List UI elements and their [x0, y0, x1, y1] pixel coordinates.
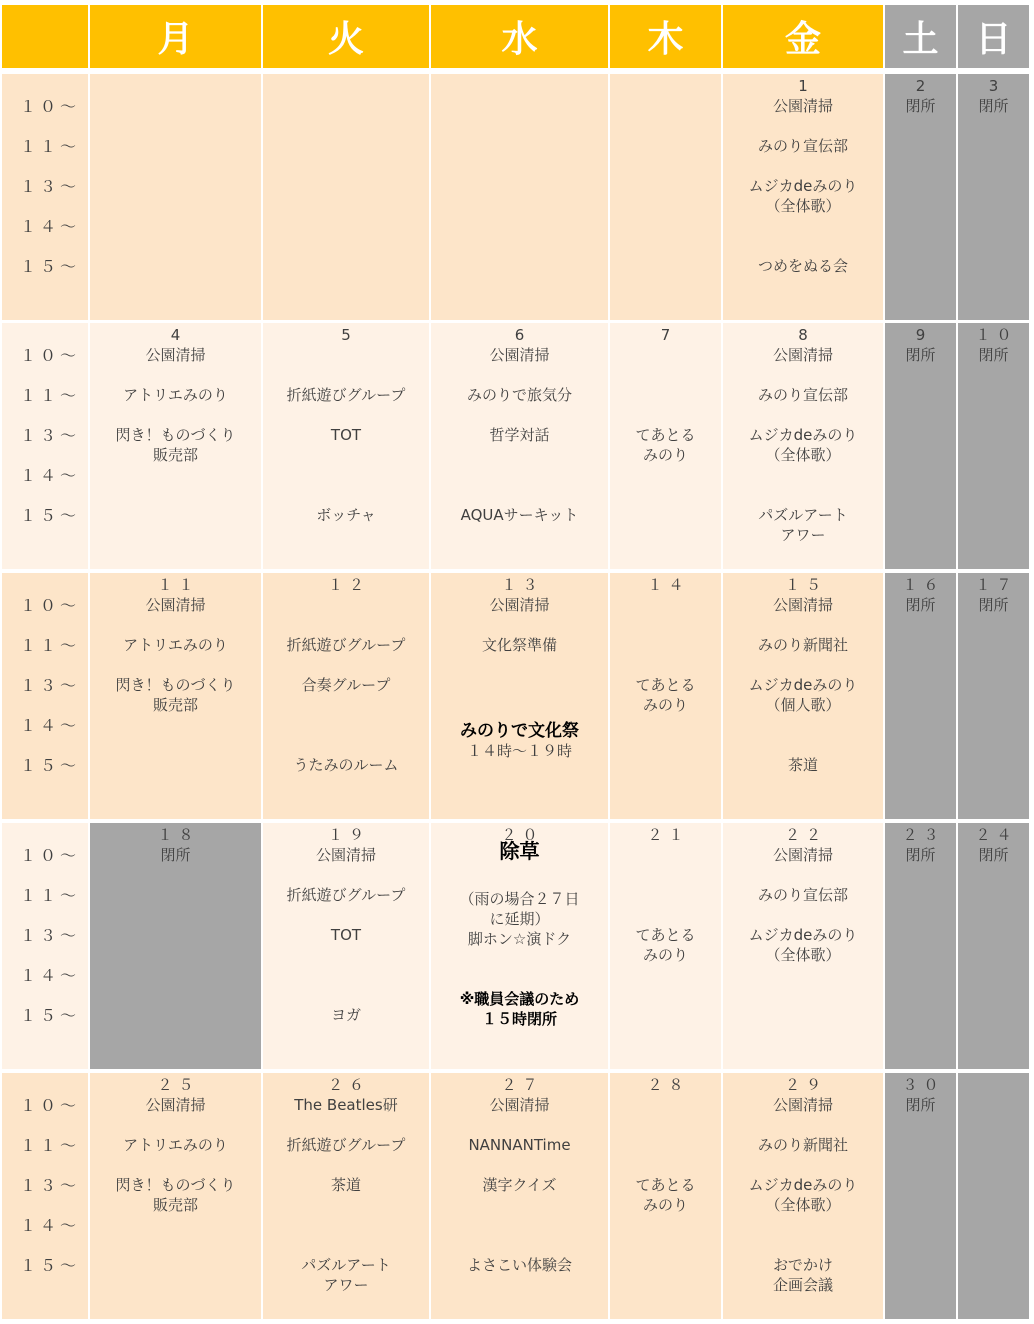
day-number: ２８: [647, 1076, 690, 1094]
time-slot-label: １０～: [20, 596, 81, 615]
event-text: 公園清掃: [489, 346, 550, 364]
header-sunday: 日: [958, 5, 1029, 68]
event-text: 閉所: [978, 346, 1009, 364]
day-cell[interactable]: [885, 1073, 956, 1319]
day-cell[interactable]: [90, 1073, 261, 1319]
event-text: みのり: [642, 946, 688, 964]
time-slot-label: １３～: [20, 1176, 81, 1195]
day-number: ２９: [784, 1076, 827, 1094]
day-number: １８: [157, 826, 200, 844]
event-text: ムジカdeみのり: [748, 426, 858, 444]
day-number: 7: [660, 326, 677, 344]
day-number: 6: [514, 326, 531, 344]
day-cell[interactable]: [90, 573, 261, 819]
time-slot-label: １１～: [20, 386, 81, 405]
time-slot-label: １３～: [20, 676, 81, 695]
day-cell[interactable]: [723, 823, 883, 1069]
day-number: １４: [647, 576, 690, 594]
event-text: 公園清掃: [772, 846, 833, 864]
day-cell[interactable]: [263, 1073, 429, 1319]
event-text: パズルアート: [758, 506, 848, 524]
time-slot-label: １０～: [20, 97, 81, 116]
event-text: 販売部: [152, 696, 198, 714]
event-text: 閃き！ものづくり: [115, 426, 236, 444]
header-monday: 月: [90, 5, 261, 68]
time-slot-label: １３～: [20, 926, 81, 945]
event-text: ムジカdeみのり: [748, 926, 858, 944]
time-slot-label: １４～: [20, 966, 81, 985]
event-text: 漢字クイズ: [482, 1176, 557, 1194]
day-cell[interactable]: [958, 323, 1029, 569]
event-text: 茶道: [787, 756, 818, 774]
day-cell[interactable]: [431, 823, 608, 1069]
event-text: 合奏グループ: [301, 676, 391, 694]
event-text: パズルアート: [301, 1256, 391, 1274]
header-saturday: 土: [885, 5, 956, 68]
event-text: ムジカdeみのり: [748, 1176, 858, 1194]
day-cell[interactable]: [723, 74, 883, 320]
day-cell[interactable]: [958, 823, 1029, 1069]
day-number: １６: [902, 576, 945, 594]
event-text: （雨の場合２７日: [459, 890, 580, 908]
event-text: （全体歌）: [765, 1196, 841, 1214]
day-cell[interactable]: [263, 823, 429, 1069]
event-text: ヨガ: [330, 1006, 361, 1024]
event-text: 公園清掃: [772, 596, 833, 614]
event-text: よさこい体験会: [466, 1256, 572, 1274]
event-text: 哲学対話: [489, 426, 550, 444]
event-text: うたみのルーム: [293, 756, 399, 774]
event-text: 茶道: [330, 1176, 361, 1194]
event-text: 閉所: [978, 596, 1009, 614]
day-cell[interactable]: [610, 573, 721, 819]
event-text: 販売部: [152, 1196, 198, 1214]
event-text: １５時閉所: [481, 1010, 557, 1028]
event-text: みのり新聞社: [757, 636, 848, 654]
event-text: 閃き！ものづくり: [115, 1176, 236, 1194]
day-cell[interactable]: [885, 573, 956, 819]
time-column: [2, 323, 88, 569]
event-text: 閉所: [905, 346, 936, 364]
event-text: 公園清掃: [489, 1096, 550, 1114]
day-number: ２７: [501, 1076, 544, 1094]
time-slot-label: １１～: [20, 636, 81, 655]
event-text: 閉所: [978, 846, 1009, 864]
event-text: TOT: [330, 426, 362, 444]
event-text: 閉所: [905, 846, 936, 864]
event-text: 企画会議: [772, 1276, 833, 1294]
event-text: The Beatles研: [294, 1096, 398, 1114]
time-column: [2, 573, 88, 819]
event-text: （個人歌）: [765, 696, 841, 714]
day-cell[interactable]: [90, 823, 261, 1069]
event-text: 公園清掃: [489, 596, 550, 614]
event-text: TOT: [330, 926, 362, 944]
event-text: てあとる: [635, 926, 696, 944]
event-text: NANNANTime: [468, 1136, 571, 1154]
event-text: みのり: [642, 446, 688, 464]
day-number: 1: [798, 77, 814, 95]
day-number: ２０: [501, 826, 544, 844]
event-text: AQUAサーキット: [460, 506, 579, 524]
event-text: 公園清掃: [145, 1096, 206, 1114]
event-text: 折紙遊びグループ: [286, 886, 406, 904]
header-tuesday: 火: [263, 5, 429, 68]
time-slot-label: １５～: [20, 1256, 81, 1275]
event-text: １４時～１９時: [466, 742, 572, 760]
time-slot-label: １１～: [20, 1136, 81, 1155]
day-cell[interactable]: [610, 823, 721, 1069]
time-slot-label: １５～: [20, 257, 81, 276]
day-number: １１: [157, 576, 200, 594]
event-text: ムジカdeみのり: [748, 676, 858, 694]
event-text: ※職員会議のため: [459, 990, 580, 1008]
day-number: １２: [327, 576, 370, 594]
event-text: 閉所: [905, 1096, 936, 1114]
event-text: 脚ホン☆演ドク: [467, 930, 572, 948]
day-number: ２４: [975, 826, 1018, 844]
time-slot-label: １０～: [20, 846, 81, 865]
event-text: てあとる: [635, 426, 696, 444]
event-text: おでかけ: [773, 1256, 833, 1274]
event-text: （全体歌）: [765, 197, 841, 215]
day-cell[interactable]: [90, 323, 261, 569]
event-text: アトリエみのり: [123, 386, 228, 404]
event-text: てあとる: [635, 1176, 696, 1194]
event-text: 除草: [499, 839, 540, 863]
time-slot-label: １０～: [20, 1096, 81, 1115]
day-number: 9: [915, 326, 932, 344]
event-text: に延期）: [489, 910, 550, 928]
time-slot-label: １５～: [20, 506, 81, 525]
event-text: アワー: [780, 526, 826, 544]
day-cell[interactable]: [723, 323, 883, 569]
day-number: 4: [170, 326, 187, 344]
event-text: ムジカdeみのり: [748, 177, 858, 195]
header-thursday: 木: [610, 5, 721, 68]
day-cell[interactable]: [958, 573, 1029, 819]
day-number: １７: [975, 576, 1018, 594]
day-cell[interactable]: [610, 323, 721, 569]
day-cell[interactable]: [90, 74, 261, 320]
event-text: 閉所: [978, 97, 1009, 115]
event-text: アトリエみのり: [123, 1136, 228, 1154]
day-cell[interactable]: [610, 1073, 721, 1319]
day-number: 2: [915, 77, 932, 95]
day-cell[interactable]: [431, 573, 608, 819]
event-text: みのり新聞社: [757, 1136, 848, 1154]
day-number: １０: [975, 326, 1018, 344]
day-cell[interactable]: [723, 1073, 883, 1319]
day-number: １９: [327, 826, 370, 844]
day-number: ２６: [327, 1076, 370, 1094]
event-text: 販売部: [152, 446, 198, 464]
time-slot-label: １４～: [20, 217, 81, 236]
day-cell[interactable]: [885, 74, 956, 320]
event-text: 閉所: [160, 846, 191, 864]
time-column: [2, 823, 88, 1069]
day-cell[interactable]: [723, 573, 883, 819]
event-text: 公園清掃: [315, 846, 376, 864]
event-text: 閃き！ものづくり: [115, 676, 236, 694]
event-text: （全体歌）: [765, 946, 841, 964]
event-text: 公園清掃: [772, 1096, 833, 1114]
time-column: [2, 74, 88, 320]
event-text: ボッチャ: [316, 506, 376, 524]
time-slot-label: １３～: [20, 177, 81, 196]
event-text: 閉所: [905, 97, 936, 115]
day-cell[interactable]: [958, 74, 1029, 320]
event-text: 公園清掃: [772, 346, 833, 364]
event-text: 公園清掃: [145, 596, 206, 614]
event-text: みのりで旅気分: [466, 386, 572, 404]
time-slot-label: １４～: [20, 466, 81, 485]
day-number: １５: [784, 576, 827, 594]
day-number: 3: [988, 77, 1005, 95]
event-text: 折紙遊びグループ: [286, 636, 406, 654]
day-number: 8: [798, 326, 814, 344]
header-wednesday: 水: [431, 5, 608, 68]
event-text: （全体歌）: [765, 446, 841, 464]
time-slot-label: １１～: [20, 137, 81, 156]
event-text: みのりで文化祭: [460, 721, 579, 741]
day-number: ３０: [902, 1076, 945, 1094]
event-text: てあとる: [635, 676, 696, 694]
day-number: ２５: [157, 1076, 200, 1094]
event-text: つめをぬる会: [757, 257, 848, 275]
header-friday: 金: [723, 5, 883, 68]
day-number: ２２: [784, 826, 827, 844]
day-cell[interactable]: [610, 74, 721, 320]
day-number: １３: [501, 576, 544, 594]
event-text: みのり宣伝部: [757, 386, 848, 404]
event-text: 公園清掃: [145, 346, 206, 364]
event-text: アトリエみのり: [123, 636, 228, 654]
event-text: みのり: [642, 696, 688, 714]
time-slot-label: １４～: [20, 1216, 81, 1235]
time-column: [2, 1073, 88, 1319]
day-cell[interactable]: [885, 323, 956, 569]
time-slot-label: １４～: [20, 716, 81, 735]
time-slot-label: １５～: [20, 1006, 81, 1025]
day-cell[interactable]: [431, 1073, 608, 1319]
time-slot-label: １０～: [20, 346, 81, 365]
header-corner: [2, 5, 88, 68]
event-text: みのり: [642, 1196, 688, 1214]
day-number: 5: [341, 326, 357, 344]
day-number: ２３: [902, 826, 945, 844]
event-text: 折紙遊びグループ: [286, 386, 406, 404]
day-number: ２１: [647, 826, 690, 844]
event-text: 文化祭準備: [481, 636, 557, 654]
day-cell[interactable]: [263, 573, 429, 819]
day-cell[interactable]: [263, 323, 429, 569]
event-text: 閉所: [905, 596, 936, 614]
event-text: 折紙遊びグループ: [286, 1136, 406, 1154]
day-cell[interactable]: [431, 323, 608, 569]
time-slot-label: １３～: [20, 426, 81, 445]
day-cell[interactable]: [431, 74, 608, 320]
event-text: みのり宣伝部: [757, 137, 848, 155]
time-slot-label: １５～: [20, 756, 81, 775]
day-cell[interactable]: [885, 823, 956, 1069]
day-cell[interactable]: [958, 1073, 1029, 1319]
event-text: 公園清掃: [772, 97, 833, 115]
time-slot-label: １１～: [20, 886, 81, 905]
event-text: アワー: [323, 1276, 369, 1294]
event-text: みのり宣伝部: [757, 886, 848, 904]
day-cell[interactable]: [263, 74, 429, 320]
